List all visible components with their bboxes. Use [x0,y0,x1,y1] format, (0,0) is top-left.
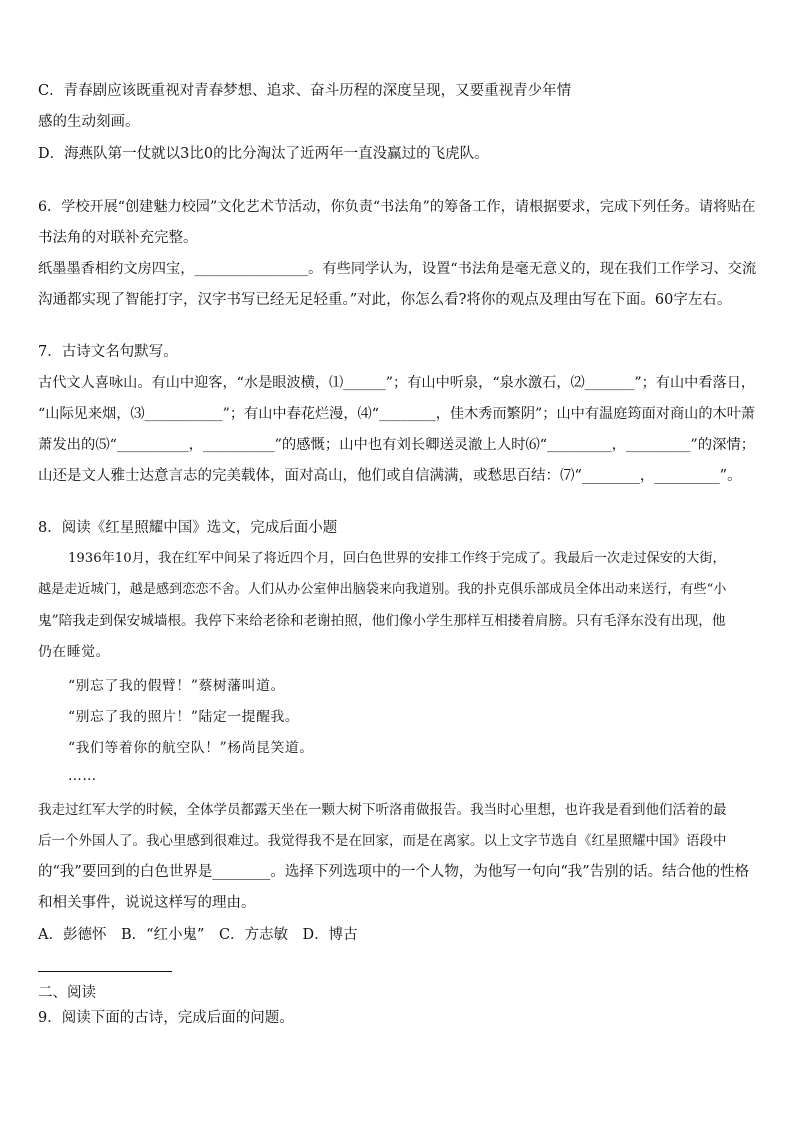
q8-quote-1: “别忘了我的假臂！”蔡树藩叫道。 [68,678,285,694]
q8-passage-p2-line1: 我走过红军大学的时候，全体学员都露天坐在一颗大树下听洛甫做报告。我当时心里想，也许我是看到他们活着的最 [38,802,727,818]
q9-title: 9．阅读下面的古诗，完成后面的问题。 [38,1010,294,1026]
q5-option-c-line1: C．青春剧应该既重视对青春梦想、追求、奋斗历程的深度呈现，又要重视青少年情 [38,83,572,99]
q8-ellipsis: …… [68,768,97,784]
q5-option-d: D．海燕队第一仗就以3比0的比分淘汰了近两年一直没赢过的飞虎队。 [38,146,489,162]
q8-passage-p1-line4: 仍在睡觉。 [38,644,110,660]
q8-passage-p1-line3: 鬼”陪我走到保安城墙根。我停下来给老徐和老谢拍照，他们像小学生那样互相搂着肩膀。只有毛泽东没有出现，他 [38,613,726,629]
q8-passage-p1-line1: 1936年10月，我在红军中间呆了将近四个月，回白色世界的安排工作终于完成了。我最后一次走过保安的大街， [68,551,726,566]
q8-options: A．彭德怀 B．“红小鬼” C．方志敏 D．博古 [38,927,358,943]
q6-line2: 书法角的对联补充完整。 [38,230,198,246]
q7-line4: 山还是文人雅士达意言志的完美载体，面对高山，他们或自信满满，或愁思百结：⑺“________，_________”。 [38,468,742,484]
section-2-title: 二、阅读 [38,985,96,1001]
q8-quote-3: “我们等着你的航空队！”杨尚昆笑道。 [68,740,314,756]
section-divider [38,971,172,972]
q7-title: 7．古诗文名句默写。 [38,344,178,360]
q6-line3: 纸墨墨香相约文房四宝，________________。有些同学认为，设置“书法角是毫无意义的，现在我们工作学习、交流 [38,261,757,277]
q8-question-line2: 和相关事件，说说这样写的理由。 [38,895,256,911]
q8-question-line1: 的“我”要回到的白色世界是________。选择下列选项中的一个人物，为他写一句向“我”告别的话。结合他的性格 [38,864,750,880]
q6-line4: 沟通都实现了智能打字，汉字书写已经无足轻重。”对此，你怎么看?将你的观点及理由写在下面。60字左右。 [38,292,732,308]
q8-title: 8．阅读《红星照耀中国》选文，完成后面小题 [38,520,338,536]
q6-line1: 6．学校开展“创建魅力校园”文化艺术节活动，你负责“书法角”的筹备工作，请根据要求，完成下列任务。请将贴在 [38,199,756,215]
q7-line2: “山际见来烟，⑶___________”；有山中春花烂漫，⑷“________，佳木秀而繁阴”；山中有温庭筠面对商山的木叶萧 [38,406,756,422]
q8-passage-p2-line2: 后一个外国人了。我心里感到很难过。我觉得我不是在回家，而是在离家。以上文字节选自《红星照耀中国》语段中 [38,833,727,849]
q5-option-c-line2: 感的生动刻画。 [38,114,140,130]
q7-line3: 萧发出的⑸“__________，__________”的感慨；山中也有刘长卿送灵澈上人时⑹“_________，_________”的深情； [38,437,756,453]
q7-line1: 古代文人喜咏山。有山中迎客，“水是眼波横，⑴______”；有山中听泉，“泉水激石，⑵_______”；有山中看落日， [38,375,756,391]
q8-quote-2: “别忘了我的照片！”陆定一提醒我。 [68,709,300,725]
q8-passage-p1-line2: 越是走近城门，越是感到恋恋不舍。人们从办公室伸出脑袋来向我道别。我的扑克俱乐部成员全体出动来送行，有些“小 [38,582,727,597]
